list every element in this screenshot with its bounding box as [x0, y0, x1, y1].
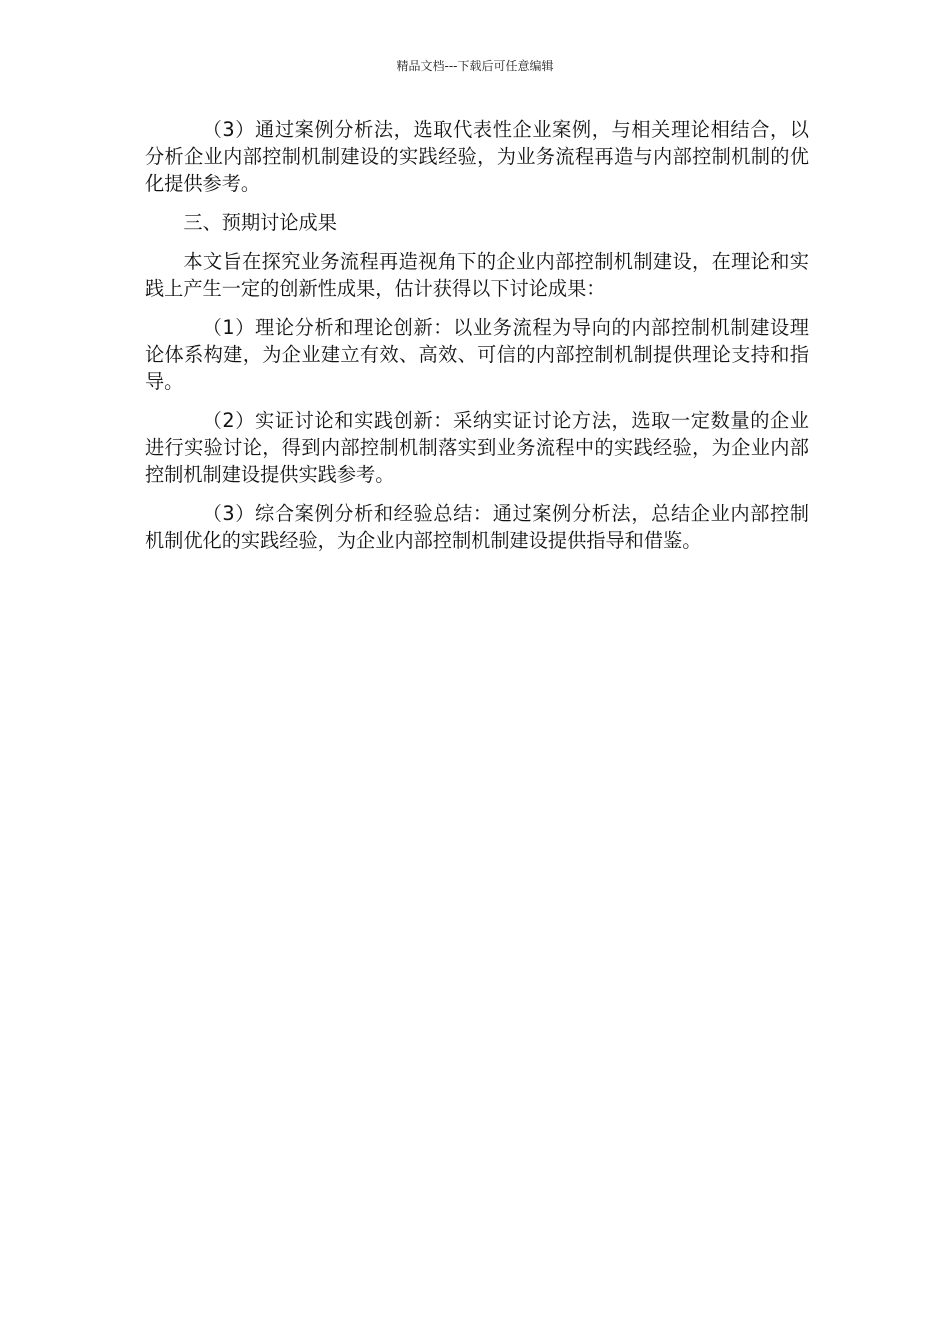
paragraph-theory-innovation: （1）理论分析和理论创新：以业务流程为导向的内部控制机制建设理论体系构建，为企业建立有效、高效、可信的内部控制机制提供理论支持和指导。	[145, 316, 809, 393]
section-heading-expected-results: 三、预期讨论成果	[183, 211, 337, 234]
document-body	[145, 116, 809, 566]
paragraph-case-summary: （3）综合案例分析和经验总结：通过案例分析法，总结企业内部控制机制优化的实践经验，为企业内部控制机制建设提供指导和借鉴。	[145, 502, 809, 552]
paragraph-empirical-innovation: （2）实证讨论和实践创新：采纳实证讨论方法，选取一定数量的企业进行实验讨论，得到内部控制机制落实到业务流程中的实践经验，为企业内部控制机制建设提供实践参考。	[145, 409, 809, 486]
paragraph-research-aim: 本文旨在探究业务流程再造视角下的企业内部控制机制建设，在理论和实践上产生一定的创新性成果，估计获得以下讨论成果：	[145, 250, 809, 300]
page-header: 精品文档---下载后可任意编辑	[396, 59, 554, 73]
paragraph-case-analysis: （3）通过案例分析法，选取代表性企业案例，与相关理论相结合，以分析企业内部控制机制建设的实践经验，为业务流程再造与内部控制机制的优化提供参考。	[145, 118, 809, 195]
